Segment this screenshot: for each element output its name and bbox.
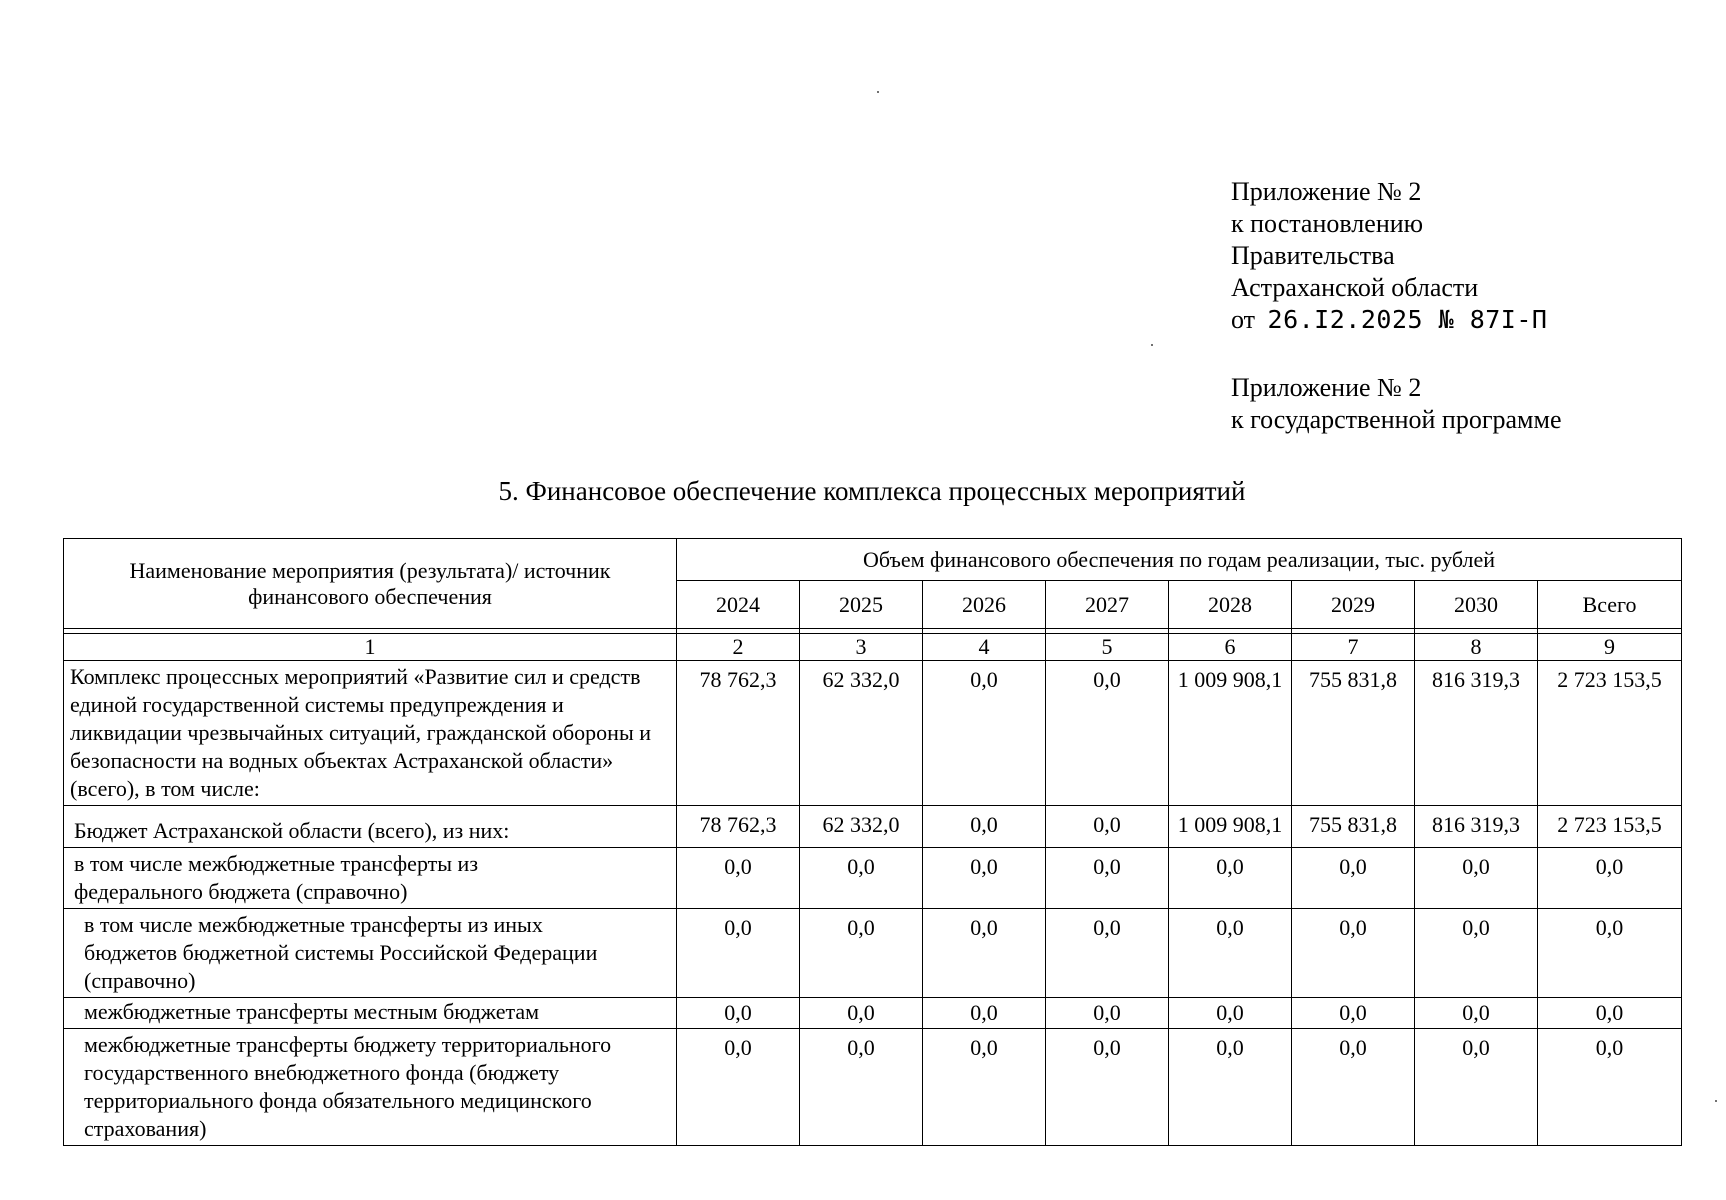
column-number: 9 (1538, 634, 1682, 661)
row-value: 0,0 (1292, 848, 1415, 909)
column-number: 7 (1292, 634, 1415, 661)
row-value: 0,0 (1169, 998, 1292, 1029)
annex-line: к постановлению (1231, 209, 1424, 238)
annex-line: Приложение № 2 (1231, 177, 1422, 206)
row-name: межбюджетные трансферты бюджету территориального государственного внебюджетного фонда (бюджету территориального фонда обязательного медицинского страхования) (64, 1029, 677, 1146)
column-number: 1 (64, 634, 677, 661)
row-value: 0,0 (1538, 909, 1682, 998)
annex-line: Приложение № 2 (1231, 373, 1422, 402)
row-value: 0,0 (923, 848, 1046, 909)
header-year: Всего (1538, 581, 1682, 629)
row-value: 0,0 (1046, 806, 1169, 848)
row-value: 755 831,8 (1292, 806, 1415, 848)
row-value: 816 319,3 (1415, 661, 1538, 806)
header-year: 2030 (1415, 581, 1538, 629)
row-value: 0,0 (1046, 848, 1169, 909)
row-value: 0,0 (1415, 848, 1538, 909)
row-value: 2 723 153,5 (1538, 806, 1682, 848)
row-name: межбюджетные трансферты местным бюджетам (64, 998, 677, 1029)
column-number: 2 (677, 634, 800, 661)
row-value: 0,0 (677, 848, 800, 909)
column-number: 6 (1169, 634, 1292, 661)
scan-speck (1715, 1100, 1717, 1102)
column-number: 4 (923, 634, 1046, 661)
row-value: 0,0 (923, 909, 1046, 998)
row-value: 0,0 (923, 1029, 1046, 1146)
annex-block-resolution (1231, 176, 1547, 336)
row-value: 0,0 (800, 998, 923, 1029)
row-value: 1 009 908,1 (1169, 806, 1292, 848)
row-value: 78 762,3 (677, 661, 800, 806)
annex-date-line (1231, 304, 1547, 336)
row-value: 0,0 (1415, 909, 1538, 998)
header-year: 2029 (1292, 581, 1415, 629)
header-year: 2025 (800, 581, 923, 629)
row-value: 0,0 (923, 998, 1046, 1029)
column-number: 5 (1046, 634, 1169, 661)
header-year: 2027 (1046, 581, 1169, 629)
row-value: 0,0 (1538, 848, 1682, 909)
row-name: Комплекс процессных мероприятий «Развитие сил и средств единой государственной системы предупреждения и ликвидации чрезвычайных ситуаций, гражданской обороны и безопасности на водных объектах Астраханской области» (всего), в том числе: (64, 661, 677, 806)
header-year: 2028 (1169, 581, 1292, 629)
row-value: 0,0 (1292, 998, 1415, 1029)
row-value: 0,0 (800, 848, 923, 909)
row-name: в том числе межбюджетные трансферты из федерального бюджета (справочно) (64, 848, 677, 909)
financing-table (63, 538, 1682, 1146)
header-volume: Объем финансового обеспечения по годам реализации, тыс. рублей (677, 539, 1682, 581)
row-value: 0,0 (1292, 909, 1415, 998)
column-numbers-row (64, 634, 1682, 661)
scan-speck (877, 91, 879, 93)
table-row (64, 998, 1682, 1029)
row-value: 62 332,0 (800, 661, 923, 806)
table-row (64, 1029, 1682, 1146)
row-value: 0,0 (1046, 909, 1169, 998)
date-prefix: от (1231, 305, 1256, 334)
row-name: в том числе межбюджетные трансферты из иных бюджетов бюджетной системы Российской Федерации (справочно) (64, 909, 677, 998)
row-value: 1 009 908,1 (1169, 661, 1292, 806)
section-title: 5. Финансовое обеспечение комплекса процессных мероприятий (498, 476, 1246, 506)
row-value: 0,0 (1415, 998, 1538, 1029)
row-value: 0,0 (800, 1029, 923, 1146)
annex-block-program (1231, 372, 1562, 436)
row-value: 0,0 (1538, 1029, 1682, 1146)
table-row (64, 909, 1682, 998)
row-value: 0,0 (1538, 998, 1682, 1029)
row-name: Бюджет Астраханской области (всего), из них: (64, 806, 677, 848)
row-value: 0,0 (677, 998, 800, 1029)
row-value: 0,0 (677, 1029, 800, 1146)
column-number: 8 (1415, 634, 1538, 661)
row-value: 0,0 (1292, 1029, 1415, 1146)
row-value: 0,0 (677, 909, 800, 998)
header-year: 2026 (923, 581, 1046, 629)
row-value: 0,0 (1046, 661, 1169, 806)
row-value: 816 319,3 (1415, 806, 1538, 848)
row-value: 0,0 (1169, 909, 1292, 998)
row-value: 0,0 (1046, 998, 1169, 1029)
row-value: 62 332,0 (800, 806, 923, 848)
row-value: 0,0 (1046, 1029, 1169, 1146)
table-row (64, 661, 1682, 806)
row-value: 0,0 (1169, 1029, 1292, 1146)
header-name: Наименование мероприятия (результата)/ источник финансового обеспечения (64, 539, 677, 629)
annex-line: к государственной программе (1231, 405, 1562, 434)
annex-line: Правительства (1231, 241, 1395, 270)
row-value: 0,0 (923, 806, 1046, 848)
header-row (64, 539, 1682, 581)
annex-line: Астраханской области (1231, 273, 1479, 302)
row-value: 0,0 (923, 661, 1046, 806)
table-row (64, 806, 1682, 848)
row-value: 0,0 (1415, 1029, 1538, 1146)
row-value: 755 831,8 (1292, 661, 1415, 806)
row-value: 78 762,3 (677, 806, 800, 848)
date-number-stamp: 26.I2.2025 № 87I-П (1267, 305, 1548, 334)
table-row (64, 848, 1682, 909)
scan-speck (1151, 344, 1153, 346)
column-number: 3 (800, 634, 923, 661)
row-value: 0,0 (800, 909, 923, 998)
row-value: 2 723 153,5 (1538, 661, 1682, 806)
row-value: 0,0 (1169, 848, 1292, 909)
header-year: 2024 (677, 581, 800, 629)
